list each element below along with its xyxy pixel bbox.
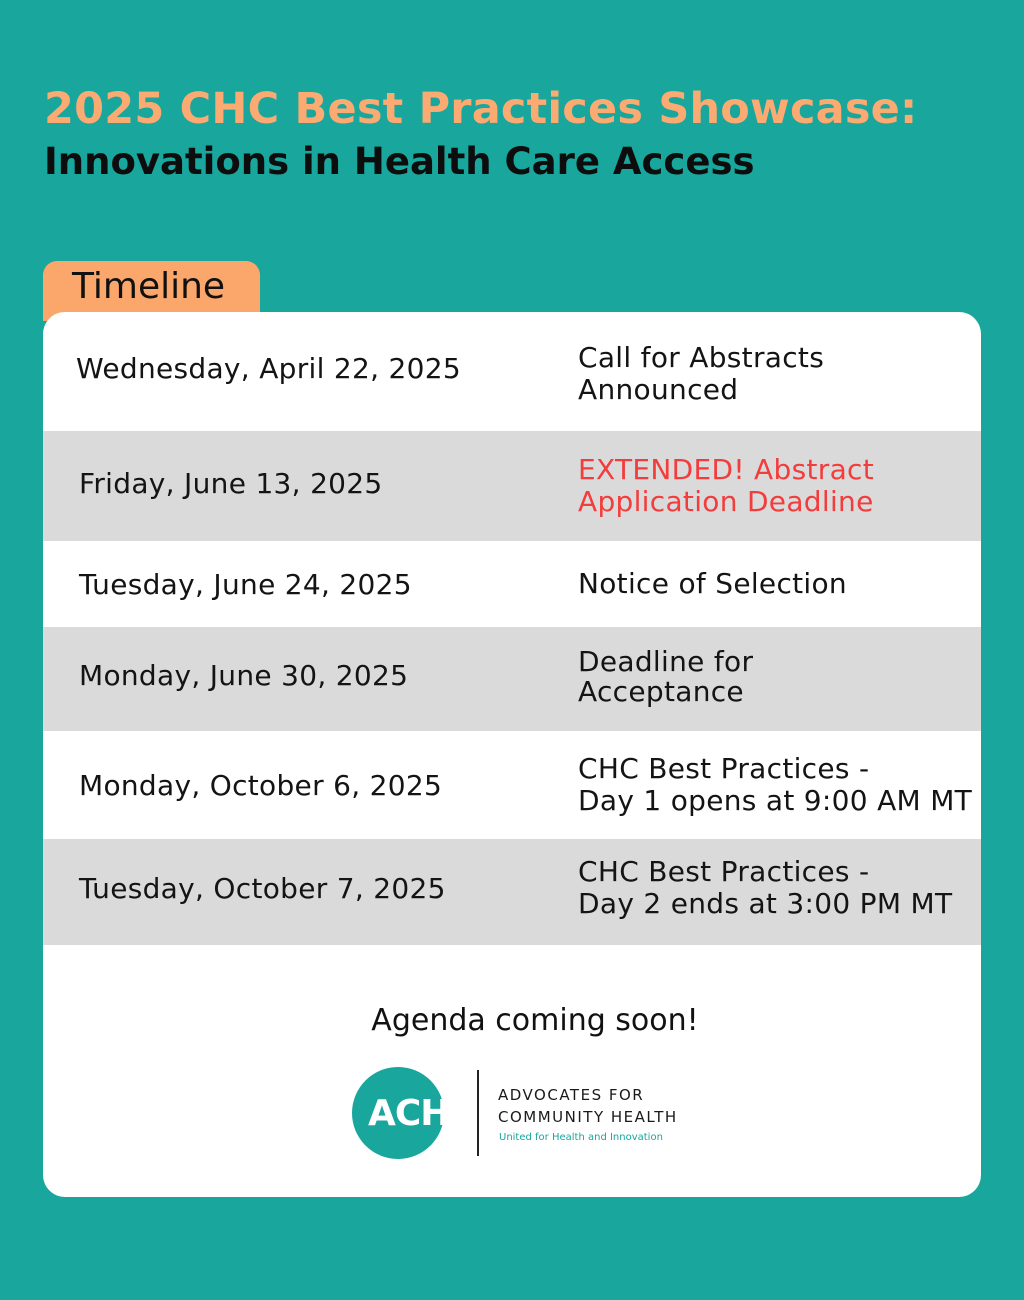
- timeline-event-line: CHC Best Practices -: [578, 752, 870, 785]
- timeline-row: [43, 541, 981, 627]
- timeline-date: Friday, June 13, 2025: [79, 467, 383, 500]
- logo-divider: [477, 1070, 479, 1156]
- org-tagline: United for Health and Innovation: [499, 1132, 663, 1143]
- timeline-event-line: CHC Best Practices -: [578, 855, 870, 888]
- timeline-event: [578, 342, 978, 406]
- page-title: 2025 CHC Best Practices Showcase:: [44, 84, 918, 134]
- timeline-event-line: Call for Abstracts: [578, 341, 825, 374]
- timeline-row: [43, 312, 981, 431]
- timeline-event-line: Application Deadline: [578, 485, 874, 518]
- timeline-event: [578, 647, 978, 707]
- timeline-date: Tuesday, October 7, 2025: [79, 872, 446, 905]
- timeline-row: [43, 839, 981, 945]
- timeline-event-line: Day 2 ends at 3:00 PM MT: [578, 887, 953, 920]
- timeline-tab-label: Timeline: [72, 266, 226, 307]
- agenda-notice: Agenda coming soon!: [371, 1003, 699, 1038]
- timeline-event: [578, 568, 978, 600]
- timeline-event-highlight: [578, 454, 978, 518]
- logo-mark: ACH: [368, 1093, 450, 1134]
- timeline-event-line: Deadline for: [578, 645, 754, 678]
- timeline-event: [578, 753, 978, 817]
- timeline-event-line: Day 1 opens at 9:00 AM MT: [578, 784, 973, 817]
- timeline-date: Tuesday, June 24, 2025: [79, 568, 412, 601]
- timeline-row: [43, 431, 981, 541]
- page-subtitle: Innovations in Health Care Access: [44, 140, 755, 183]
- timeline-card: [43, 312, 981, 1197]
- timeline-date: Monday, October 6, 2025: [79, 769, 443, 802]
- timeline-date: Wednesday, April 22, 2025: [76, 352, 461, 385]
- timeline-event-line: Announced: [578, 373, 739, 406]
- org-name-line1: ADVOCATES FOR: [498, 1086, 645, 1104]
- timeline-row: [43, 731, 981, 839]
- timeline-event-line: Acceptance: [578, 675, 744, 708]
- timeline-event-line: Notice of Selection: [578, 567, 847, 600]
- timeline-event-line: EXTENDED! Abstract: [578, 453, 874, 486]
- timeline-event: [578, 856, 978, 920]
- timeline-row: [43, 627, 981, 731]
- org-name-line2: COMMUNITY HEALTH: [498, 1108, 678, 1126]
- timeline-date: Monday, June 30, 2025: [79, 659, 409, 692]
